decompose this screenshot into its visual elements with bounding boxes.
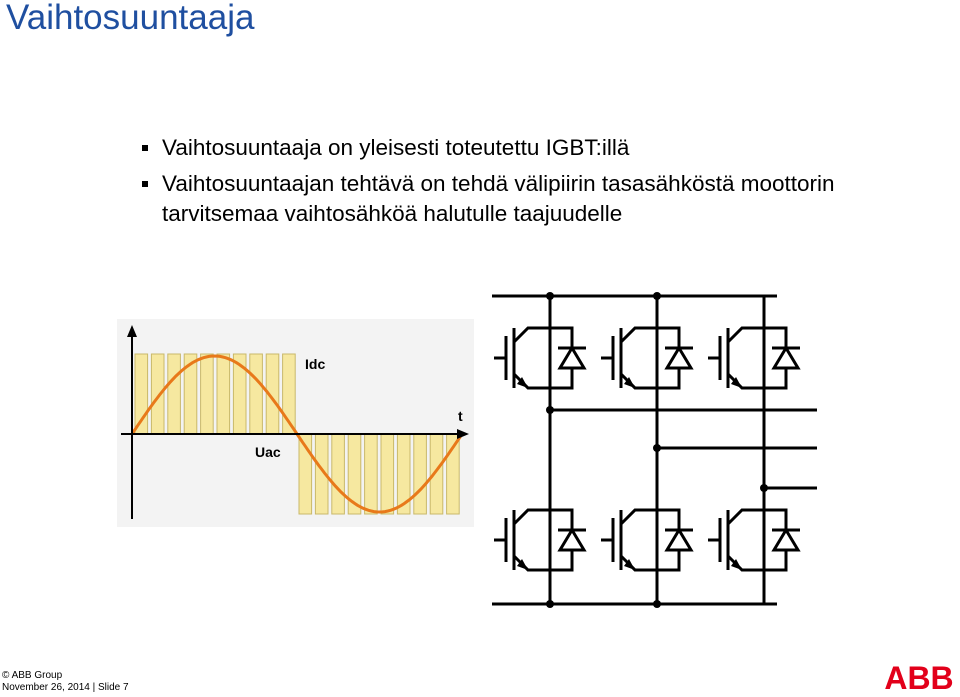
igbt-inverter-circuit: [487, 288, 817, 610]
slide-title: Vaihtosuuntaaja: [6, 0, 255, 37]
bullet-text: Vaihtosuuntaajan tehtävä on tehdä välipiirin tasasähköstä moottorin tarvitsemaa vaihtosähköä halutulle taajuudelle: [162, 171, 835, 226]
bullet-text: Vaihtosuuntaaja on yleisesti toteutettu IGBT:illä: [162, 135, 630, 160]
pwm-pulse: [201, 354, 214, 434]
time-label: t: [458, 408, 463, 424]
pwm-waveform-figure: [117, 319, 474, 527]
uac-label: Uac: [255, 444, 281, 460]
date-slide-text: November 26, 2014 | Slide 7: [2, 682, 129, 693]
pwm-pulse: [365, 434, 378, 514]
bullet-item: [142, 133, 942, 163]
abb-logo-text: ABB: [884, 662, 954, 692]
idc-label: Idc: [305, 356, 326, 372]
bullet-list: [142, 133, 942, 235]
pwm-pulse: [332, 434, 345, 514]
bullet-square-icon: [142, 181, 148, 187]
pwm-pulse: [250, 354, 263, 434]
pwm-pulse: [414, 434, 427, 514]
abb-logo-icon: [884, 662, 954, 692]
copyright-text: © ABB Group: [2, 670, 63, 681]
bullet-square-icon: [142, 145, 148, 151]
slide-footer: [2, 670, 129, 694]
pwm-pulse: [381, 434, 394, 514]
bullet-item: [142, 169, 942, 229]
pwm-pulse: [217, 354, 230, 434]
pwm-pulse: [168, 354, 181, 434]
